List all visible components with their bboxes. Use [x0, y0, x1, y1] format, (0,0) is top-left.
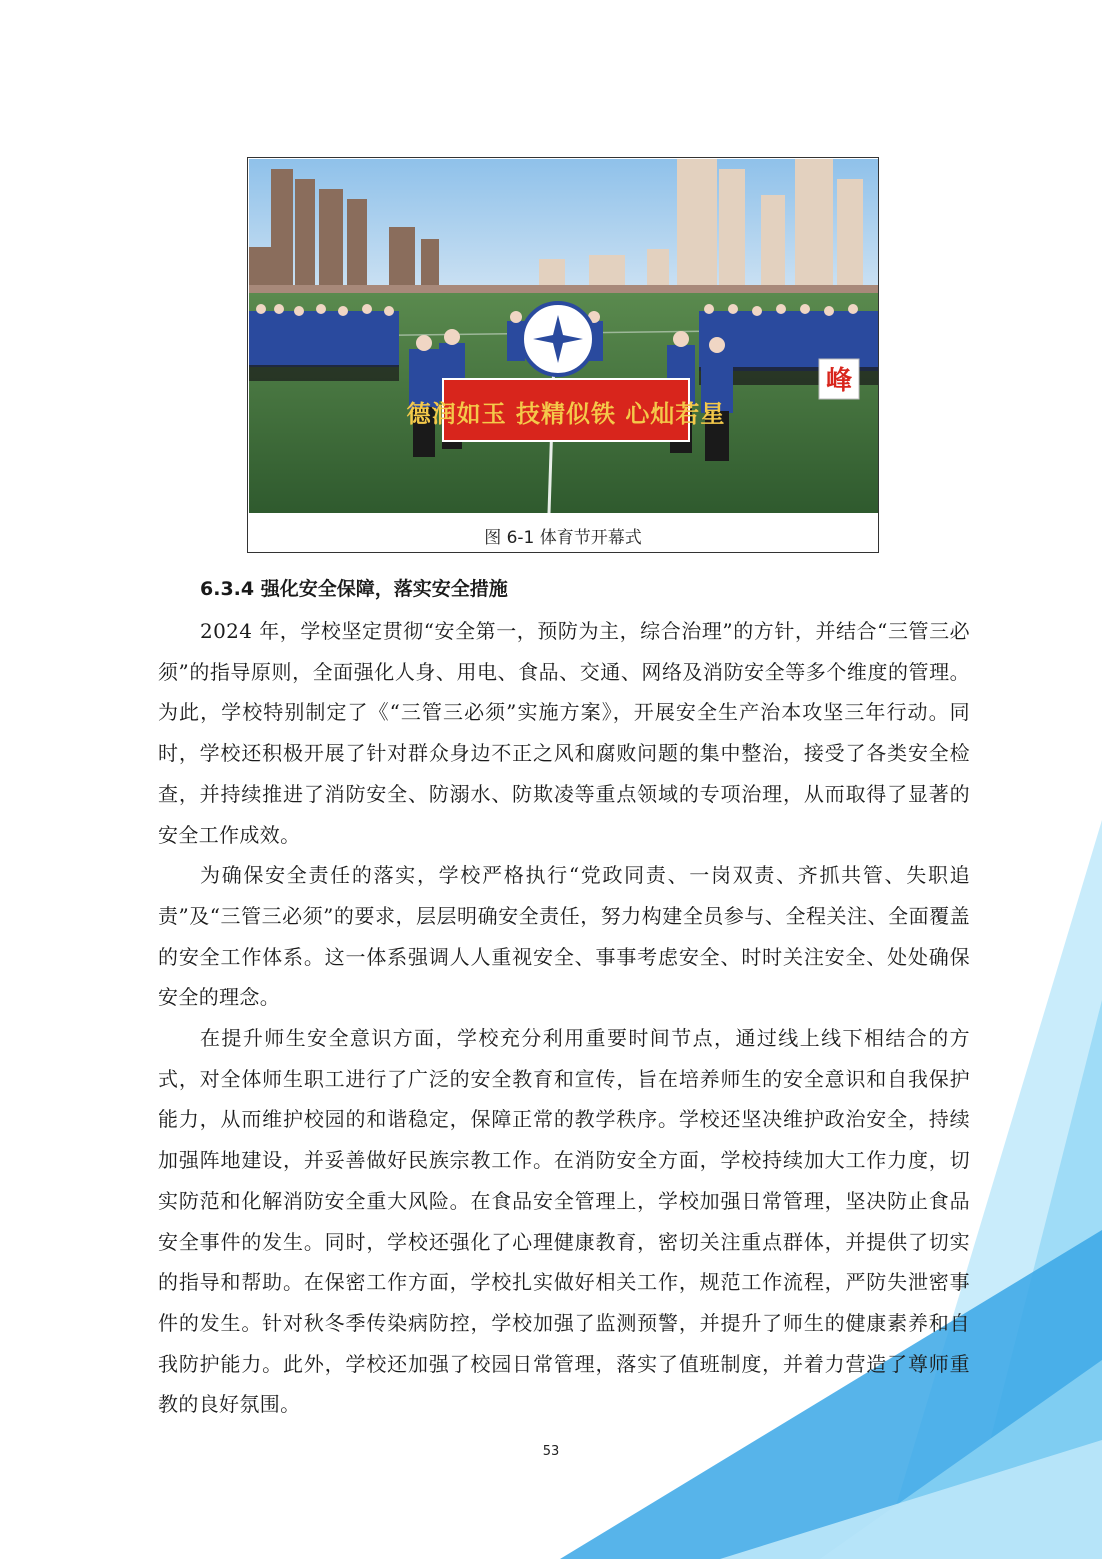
body-text — [158, 611, 970, 1425]
figure-caption: 图 6-1 体育节开幕式 — [484, 528, 642, 548]
opening-ceremony-photo — [249, 159, 878, 513]
figure — [247, 157, 879, 553]
sign-character: 峰 — [825, 366, 853, 396]
banner-text: 德润如玉 技精似铁 心灿若星 — [406, 400, 726, 428]
paragraph: 在提升师生安全意识方面，学校充分利用重要时间节点，通过线上线下相结合的方式，对全体师生职工进行了广泛的安全教育和宣传，旨在培养师生的安全意识和自我保护能力，从而维护校园的和谐稳定，保障正常的教学秩序。学校还坚决维护政治安全，持续加强阵地建设，并妥善做好民族宗教工作。在消防安全方面，学校持续加大工作力度，切实防范和化解消防安全重大风险。在食品安全管理上，学校加强日常管理，坚决防止食品安全事件的发生。同时，学校还强化了心理健康教育，密切关注重点群体，并提供了切实的指导和帮助。在保密工作方面，学校扎实做好相关工作，规范工作流程，严防失泄密事件的发生。针对秋冬季传染病防控，学校加强了监测预警，并提升了师生的健康素养和自我防护能力。此外，学校还加强了校园日常管理，落实了值班制度，并着力营造了尊师重教的良好氛围。 — [158, 1026, 970, 1417]
paragraph: 2024 年，学校坚定贯彻“安全第一，预防为主，综合治理”的方针，并结合“三管三必须”的指导原则，全面强化人身、用电、食品、交通、网络及消防安全等多个维度的管理。为此，学校特别制定了《“三管三必须”实施方案》，开展安全生产治本攻坚三年行动。同时，学校还积极开展了针对群众身边不正之风和腐败问题的集中整治，接受了各类安全检查，并持续推进了消防安全、防溺水、防欺凌等重点领域的专项治理，从而取得了显著的安全工作成效。 — [158, 619, 970, 847]
paragraph: 为确保安全责任的落实，学校严格执行“党政同责、一岗双责、齐抓共管、失职追责”及“三管三必须”的要求，层层明确安全责任，努力构建全员参与、全程关注、全面覆盖的安全工作体系。这一体系强调人人重视安全、事事考虑安全、时时关注安全、处处确保安全的理念。 — [158, 863, 970, 1010]
page-number: 53 — [542, 1444, 560, 1459]
section-heading: 6.3.4 强化安全保障，落实安全措施 — [200, 578, 508, 600]
